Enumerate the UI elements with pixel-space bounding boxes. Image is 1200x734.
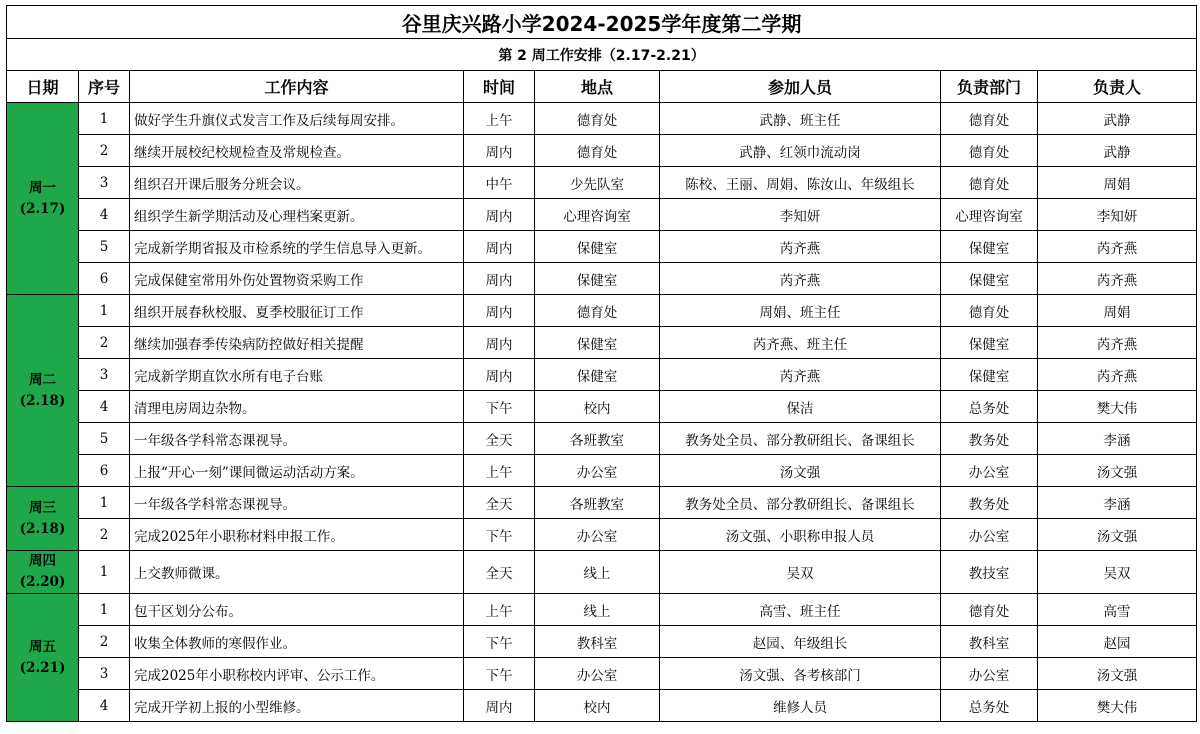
owner-cell: 汤文强 [1038,658,1197,690]
table-row [7,295,1197,327]
day-cell [7,551,79,594]
place-cell: 保健室 [535,327,660,359]
department-cell: 德育处 [941,295,1038,327]
owner-cell: 芮齐燕 [1038,359,1197,391]
schedule-table [6,5,1197,722]
row-number: 4 [79,199,130,231]
work-content: 组织召开课后服务分班会议。 [130,167,464,199]
work-content: 一年级各学科常态课视导。 [130,423,464,455]
time-cell: 上午 [464,103,535,135]
participants-cell: 汤文强、各考核部门 [660,658,941,690]
time-cell: 周内 [464,690,535,722]
time-cell: 下午 [464,391,535,423]
owner-cell: 武静 [1038,103,1197,135]
department-cell: 保健室 [941,327,1038,359]
participants-cell: 芮齐燕 [660,231,941,263]
table-row [7,103,1197,135]
place-cell: 线上 [535,594,660,626]
department-cell: 总务处 [941,391,1038,423]
owner-cell: 樊大伟 [1038,391,1197,423]
table-row [7,327,1197,359]
work-content: 上交教师微课。 [130,551,464,594]
department-cell: 德育处 [941,594,1038,626]
row-number: 1 [79,551,130,594]
row-number: 1 [79,295,130,327]
department-cell: 保健室 [941,359,1038,391]
day-label: 周三 [29,499,56,516]
participants-cell: 汤文强 [660,455,941,487]
time-cell: 周内 [464,135,535,167]
day-label: 周二 [29,371,56,388]
department-cell: 德育处 [941,167,1038,199]
department-cell: 教技室 [941,551,1038,594]
owner-cell: 李知妍 [1038,199,1197,231]
header-row [7,71,1197,103]
week-subtitle: 第 2 周工作安排（2.17-2.21） [7,39,1197,71]
time-cell: 周内 [464,359,535,391]
owner-cell: 汤文强 [1038,519,1197,551]
department-cell: 办公室 [941,455,1038,487]
place-cell: 德育处 [535,103,660,135]
day-label: 周四 [29,553,56,569]
work-content: 完成新学期省报及市检系统的学生信息导入更新。 [130,231,464,263]
department-cell: 总务处 [941,690,1038,722]
owner-cell: 周娟 [1038,295,1197,327]
owner-cell: 赵园 [1038,626,1197,658]
place-cell: 心理咨询室 [535,199,660,231]
department-cell: 德育处 [941,135,1038,167]
work-content: 组织学生新学期活动及心理档案更新。 [130,199,464,231]
work-content: 继续加强春季传染病防控做好相关提醒 [130,327,464,359]
place-cell: 各班教室 [535,423,660,455]
place-cell: 保健室 [535,263,660,295]
row-number: 1 [79,594,130,626]
owner-cell: 李涵 [1038,423,1197,455]
place-cell: 教科室 [535,626,660,658]
time-cell: 中午 [464,167,535,199]
participants-cell: 汤文强、小职称申报人员 [660,519,941,551]
table-row [7,199,1197,231]
table-row [7,626,1197,658]
row-number: 1 [79,103,130,135]
table-row [7,658,1197,690]
owner-cell: 吴双 [1038,551,1197,594]
day-label: 周五 [29,638,56,655]
work-content: 做好学生升旗仪式发言工作及后续每周安排。 [130,103,464,135]
time-cell: 上午 [464,594,535,626]
owner-cell: 芮齐燕 [1038,263,1197,295]
header-department: 负责部门 [941,71,1038,103]
time-cell: 全天 [464,423,535,455]
row-number: 5 [79,423,130,455]
row-number: 2 [79,327,130,359]
place-cell: 保健室 [535,359,660,391]
table-row [7,263,1197,295]
day-cell [7,487,79,551]
participants-cell: 保洁 [660,391,941,423]
work-content: 包干区划分公布。 [130,594,464,626]
participants-cell: 武静、红领巾流动岗 [660,135,941,167]
participants-cell: 李知妍 [660,199,941,231]
owner-cell: 周娟 [1038,167,1197,199]
table-row [7,231,1197,263]
participants-cell: 教务处全员、部分教研组长、备课组长 [660,487,941,519]
place-cell: 少先队室 [535,167,660,199]
time-cell: 周内 [464,199,535,231]
work-content: 完成新学期直饮水所有电子台账 [130,359,464,391]
department-cell: 教务处 [941,487,1038,519]
work-content: 组织开展春秋校服、夏季校服征订工作 [130,295,464,327]
table-row [7,167,1197,199]
day-cell [7,594,79,722]
place-cell: 各班教室 [535,487,660,519]
participants-cell: 陈校、王丽、周娟、陈汝山、年级组长 [660,167,941,199]
work-content: 收集全体教师的寒假作业。 [130,626,464,658]
work-content: 一年级各学科常态课视导。 [130,487,464,519]
row-number: 6 [79,263,130,295]
participants-cell: 武静、班主任 [660,103,941,135]
place-cell: 办公室 [535,658,660,690]
table-row [7,519,1197,551]
time-cell: 周内 [464,263,535,295]
day-date: (2.20) [19,574,66,590]
owner-cell: 李涵 [1038,487,1197,519]
day-date: (2.18) [19,392,66,409]
department-cell: 教务处 [941,423,1038,455]
row-number: 3 [79,167,130,199]
row-number: 6 [79,455,130,487]
row-number: 2 [79,519,130,551]
time-cell: 全天 [464,551,535,594]
row-number: 4 [79,690,130,722]
table-row [7,594,1197,626]
owner-cell: 汤文强 [1038,455,1197,487]
department-cell: 心理咨询室 [941,199,1038,231]
table-row [7,359,1197,391]
participants-cell: 芮齐燕 [660,359,941,391]
participants-cell: 芮齐燕、班主任 [660,327,941,359]
table-row [7,423,1197,455]
place-cell: 办公室 [535,455,660,487]
department-cell: 办公室 [941,519,1038,551]
place-cell: 德育处 [535,295,660,327]
place-cell: 线上 [535,551,660,594]
row-number: 5 [79,231,130,263]
row-number: 3 [79,658,130,690]
header-place: 地点 [535,71,660,103]
table-row [7,690,1197,722]
schedule-sheet [6,5,1196,722]
table-row [7,455,1197,487]
time-cell: 下午 [464,519,535,551]
department-cell: 德育处 [941,103,1038,135]
table-row [7,487,1197,519]
owner-cell: 武静 [1038,135,1197,167]
table-row [7,551,1197,594]
row-number: 2 [79,626,130,658]
participants-cell: 周娟、班主任 [660,295,941,327]
place-cell: 保健室 [535,231,660,263]
time-cell: 全天 [464,487,535,519]
place-cell: 校内 [535,391,660,423]
time-cell: 下午 [464,658,535,690]
department-cell: 教科室 [941,626,1038,658]
day-date: (2.18) [19,520,66,537]
participants-cell: 教务处全员、部分教研组长、备课组长 [660,423,941,455]
department-cell: 办公室 [941,658,1038,690]
owner-cell: 芮齐燕 [1038,327,1197,359]
place-cell: 校内 [535,690,660,722]
row-number: 2 [79,135,130,167]
participants-cell: 高雪、班主任 [660,594,941,626]
work-content: 清理电房周边杂物。 [130,391,464,423]
participants-cell: 赵园、年级组长 [660,626,941,658]
day-cell [7,103,79,295]
participants-cell: 吴双 [660,551,941,594]
header-content: 工作内容 [130,71,464,103]
time-cell: 周内 [464,295,535,327]
owner-cell: 芮齐燕 [1038,231,1197,263]
header-participants: 参加人员 [660,71,941,103]
department-cell: 保健室 [941,231,1038,263]
owner-cell: 高雪 [1038,594,1197,626]
work-content: 完成2025年小职称材料申报工作。 [130,519,464,551]
work-content: 完成保健室常用外伤处置物资采购工作 [130,263,464,295]
place-cell: 德育处 [535,135,660,167]
table-row [7,391,1197,423]
header-owner: 负责人 [1038,71,1197,103]
page-title: 谷里庆兴路小学2024-2025学年度第二学期 [7,6,1197,39]
time-cell: 周内 [464,231,535,263]
row-number: 4 [79,391,130,423]
work-content: 继续开展校纪校规检查及常规检查。 [130,135,464,167]
table-row [7,135,1197,167]
row-number: 3 [79,359,130,391]
header-time: 时间 [464,71,535,103]
participants-cell: 芮齐燕 [660,263,941,295]
work-content: 完成开学初上报的小型维修。 [130,690,464,722]
time-cell: 下午 [464,626,535,658]
time-cell: 上午 [464,455,535,487]
row-number: 1 [79,487,130,519]
header-date: 日期 [7,71,79,103]
participants-cell: 维修人员 [660,690,941,722]
day-cell [7,295,79,487]
day-date: (2.17) [19,200,66,217]
header-number: 序号 [79,71,130,103]
time-cell: 周内 [464,327,535,359]
day-label: 周一 [29,179,56,196]
place-cell: 办公室 [535,519,660,551]
department-cell: 保健室 [941,263,1038,295]
day-date: (2.21) [19,659,66,676]
work-content: 上报“开心一刻”课间微运动活动方案。 [130,455,464,487]
work-content: 完成2025年小职称校内评审、公示工作。 [130,658,464,690]
owner-cell: 樊大伟 [1038,690,1197,722]
